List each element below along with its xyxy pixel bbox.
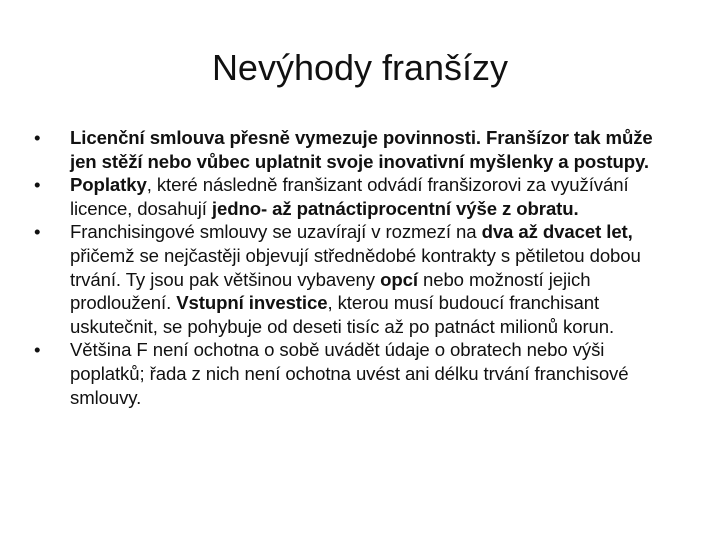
bullet-text-bold: Poplatky <box>70 174 147 196</box>
bullet-text-bold: Vstupní investice <box>176 292 328 314</box>
bullet-text-bold: Licenční smlouva přesně vymezuje povinnosti. Franšízor tak může jen stěží nebo vůbec uplatnit svoje inovativní myšlenky a postupy. <box>70 127 653 172</box>
bullet-text-bold: jedno- až patnáctiprocentní výše z obratu. <box>211 197 579 219</box>
bullet-text: , které následně franšizant odvádí franšizorovi za využívání licence, dosahují <box>70 174 629 219</box>
bullet-dot: • <box>34 174 41 196</box>
bullet-list <box>34 126 664 409</box>
bullet-dot: • <box>34 339 41 361</box>
bullet-item <box>34 338 664 409</box>
bullet-text: přičemž se nejčastěji objevují střednědobé kontrakty s pětiletou dobou trvání. Ty jsou pak většinou vybaveny <box>70 244 641 290</box>
bullet-dot: • <box>34 221 41 243</box>
bullet-text: nebo možností jejich prodloužení. <box>70 268 591 314</box>
slide-title: Nevýhody franšízy <box>211 47 509 88</box>
bullet-text: , kterou musí budoucí franchisant uskutečnit, se pohybuje od deseti tisíc až po patnáct milionů korun. <box>70 292 615 337</box>
bullet-item <box>34 173 664 220</box>
bullet-text-bold: opcí <box>380 268 418 290</box>
bullet-item <box>34 126 664 173</box>
bullet-text: Většina F není ochotna o sobě uvádět údaje o obratech nebo výši poplatků; řada z nich není ochotna uvést ani délku trvání franchisové smlouvy. <box>70 339 629 408</box>
bullet-item <box>34 220 664 338</box>
bullet-text: Franchisingové smlouvy se uzavírají v rozmezí na <box>70 221 482 243</box>
bullet-text-bold: dva až dvacet let, <box>481 221 633 243</box>
bullet-dot: • <box>34 127 41 148</box>
